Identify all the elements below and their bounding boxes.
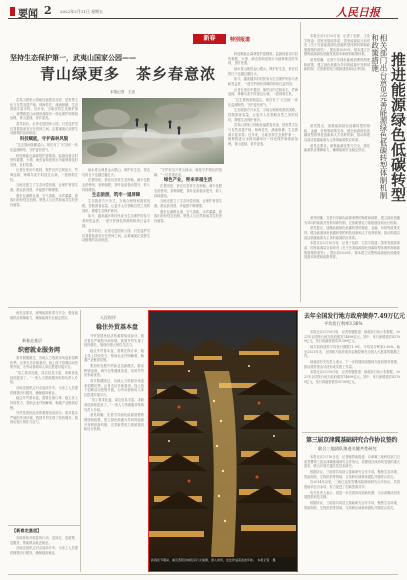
lead-paragraph: 科技赋能让森林管护更精准。监测设备实时回传数据，火情、病虫害和违规行为能够被及时发现、及时处置。 bbox=[10, 153, 78, 167]
commentary-paragraph: 要加快发展外贸新业态新模式，推动跨境电商、海外仓等健康发展，培育外贸竞争新优势。 bbox=[84, 363, 144, 378]
lead-paragraph: 漫步在溪畔步道，空气清新，水声潺潺，游客们纷纷驻足拍照，感受人与自然和谐共生的美好画卷。 bbox=[10, 193, 78, 207]
left-story-kicker: 新春走基层 bbox=[22, 338, 42, 343]
lead-paragraph: 绿水青山就是金山银山。保护好生态，茶农们的日子也越过越红火。 bbox=[82, 168, 150, 177]
lead-paragraph: “过去靠两条腿巡山，现在有了‘天空地’一体化监测网络，守护更有底气。” bbox=[228, 98, 298, 107]
section-name: 要闻 bbox=[18, 9, 38, 20]
lead-paragraph: 在茶园里，茶农们坚持生态种植，减少化肥农药使用，套种绿肥，茶叶品质稳步提升，收入持续增加。 bbox=[82, 178, 150, 192]
coop-paragraph: 根据协议，三地将共同设立基础研究合作专项，聚焦生态环境、智能制造、生物医药等领域，支持跨区域科研团队开展联合攻关。 bbox=[304, 469, 400, 479]
lead-byline: 本报记者 王崇 bbox=[110, 90, 136, 94]
footer-rule bbox=[8, 574, 398, 575]
coop-paragraph: 有关负责人表示，将进一步完善协同创新机制，为京津冀协同发展提供科技支撑。 bbox=[304, 490, 400, 500]
badge-subtitle: 特别报道 bbox=[230, 37, 251, 43]
vertical-divider bbox=[300, 22, 301, 302]
lead-paragraph: 当地还建立了生态补偿机制，让保护者得实惠，群众获得感、幸福感不断增强。 bbox=[154, 199, 222, 208]
right-paragraph: 意见明确，完善引导绿色能源消费的制度和政策，建立绿色低碳为导向的能源开发利用新机制，完善新型电力系统建设和运行机制。 bbox=[304, 58, 370, 72]
header-rule bbox=[8, 18, 398, 19]
lead-paragraph: 科技赋能让森林管护更精准。监测设备实时回传数据，火情、病虫害和违规行为能够被及时发现、及时处置。 bbox=[228, 52, 298, 66]
right-paragraph: 意见提出，加强能源绿色低碳转型的财政、金融、价格等政策支持，健全能源绿色低碳转型的科技创新和人才培养机制，推动构建以清洁低碳能源为主体的能源供应体系。 bbox=[304, 124, 370, 142]
lead-kicker: 坚持生态保护第一，武夷山国家公园—— bbox=[10, 53, 136, 62]
left-bottom-rule bbox=[8, 525, 80, 526]
stat-paragraph: 本报北京2月10日电 记者李婕报道：财政部日前公布数据，2021年全国发行地方政府债券74898亿元。其中，发行新增债券43709亿元，发行再融资债券31189亿元。 bbox=[304, 330, 400, 344]
lead-paragraph: 生态旅游方兴未艾，当地合理规划游览线路，控制游客容量，让更多人在领略自然之美的同时，增强生态保护意识。 bbox=[228, 108, 298, 122]
new-spring-badge bbox=[193, 34, 226, 44]
lead-subhead-ecotourism: 生态旅游，筑牢一道屏障 bbox=[91, 193, 141, 199]
lead-paragraph: 春节前后，记者走进国家公园，只见巡护员们背着装备穿行在密林之间，沿着溪流记录野生动植物的活动轨迹。 bbox=[10, 122, 78, 136]
left-story-title: 织密就业服务网 bbox=[18, 347, 61, 354]
lead-headline: 青山绿更多 茶乡春意浓 bbox=[40, 65, 217, 83]
lead-column-2 bbox=[82, 168, 150, 304]
coop-paragraph: 自2014年以来，三地已连续签署两届基础研究合作协议，共同资助项目百余项，有力促进了创新资源共享。 bbox=[304, 480, 400, 489]
bottom-note-paragraph: 各地还组织点对点返岗专车，为务工人员提供便捷出行服务，确保稳岗就业。 bbox=[10, 546, 78, 555]
right-story-text-bottom bbox=[304, 216, 400, 304]
lead-column-3 bbox=[154, 168, 222, 304]
lead-paragraph: 记者在采访中看到，保护区内古树参天，竹海连绵，珍稀鸟类不时掠过山林，一派勃勃生机。 bbox=[10, 168, 78, 182]
river-rocks-illustration bbox=[82, 98, 224, 164]
right-paragraph: 本报北京2月10日电 记者丁怡婷、王浩宇报道：国家发展改革委、国家能源局日前印发《关于完善能源绿色低碳转型体制机制和政策措施的意见》，提出到2030年，基本建立完整的能源绿色低碳发展基本制度和政策体系。 bbox=[304, 34, 370, 57]
lead-paragraph: 记者在采访中看到，保护区内古树参天，竹海连绵，珍稀鸟类不时掠过山林，一派勃勃生机。 bbox=[228, 87, 298, 97]
lead-subhead-industry: 绿色产业，带来幸福生活 bbox=[163, 178, 213, 184]
stat-story-text bbox=[304, 330, 400, 430]
left-paragraph: 各地还组织点对点返岗专车，为务工人员提供便捷出行服务，确保稳岗就业。 bbox=[10, 385, 78, 395]
lead-bottom-rule bbox=[8, 307, 398, 308]
lead-column-4 bbox=[228, 52, 298, 304]
commentary-kicker: 人民时评 bbox=[100, 315, 116, 320]
commentary-paragraph: 外贸是国民经济的重要组成部分。面对复杂严峻的外部环境，我国外贸实现了较快增长，展现出强大韧性与活力。 bbox=[84, 334, 144, 348]
left-top-note bbox=[10, 311, 78, 337]
bottom-note-text bbox=[10, 536, 78, 572]
coop-story-subtitle: 联合三地团队推进关键共性研究 bbox=[318, 446, 377, 451]
lead-paragraph: 生态旅游方兴未艾，当地合理规划游览线路，控制游客容量，让更多人在领略自然之美的同时，增强生态保护意识。 bbox=[82, 199, 150, 213]
right-story-text-mid bbox=[304, 124, 370, 214]
lead-column-1 bbox=[10, 98, 78, 304]
page-number: 2 bbox=[44, 4, 52, 17]
newspaper-brand: 人民日报 bbox=[336, 6, 380, 19]
stat-story-title: 去年全国发行地方政府债券7.49万亿元 bbox=[304, 313, 405, 320]
photo-frame bbox=[148, 310, 298, 572]
lead-paragraph: 武夷山国家公园地处福建省北部，是世界文化与自然双遗产地，林海苍茫，溪流纵横，生态资源丰富多样。近年来，当地坚持生态保护第一，统筹推进山水林田湖草沙一体化保护和系统治理，青山更绿，茶乡更美。 bbox=[10, 98, 78, 121]
lead-paragraph: 武夷山国家公园地处福建省北部，是世界文化与自然双遗产地，林海苍茫，溪流纵横，生态资源丰富多样。近年来，当地坚持生态保护第一，统筹推进山水林田湖草沙一体化保护和系统治理，青山更绿，茶乡更美。 bbox=[228, 123, 298, 146]
stat-bottom-rule bbox=[302, 432, 398, 433]
commentary-text bbox=[84, 334, 144, 572]
bottom-note-paragraph: 各地持续开展春风行动，送岗位、送政策、送服务，帮助群众就近就业。 bbox=[10, 536, 78, 545]
right-story-text-top bbox=[304, 34, 370, 122]
coop-paragraph: 根据协议，三地将共同设立基础研究合作专项，聚焦生态环境、智能制造、生物医药等领域，支持跨区域科研团队开展联合攻关。 bbox=[304, 501, 400, 510]
left-paragraph: “用工需求旺盛，岗位信息丰富，求职者选择面更宽了。”一家人力资源服务机构负责人介绍。 bbox=[10, 370, 78, 385]
coop-paragraph: 本报北京2月10日电 记者喻思南报道：京津冀三地科技部门日前签署第三届京津冀基础研究合作协议，将围绕区域协同发展的重大需求，联合开展关键共性技术研究。 bbox=[304, 455, 400, 469]
right-paragraph: 意见明确，完善引导绿色能源消费的制度和政策，建立绿色低碳为导向的能源开发利用新机制，完善新型电力系统建设和运行机制。 bbox=[304, 216, 400, 225]
commentary-divider bbox=[80, 310, 81, 572]
coop-story-text bbox=[304, 455, 400, 572]
right-paragraph: 意见提出，加强能源绿色低碳转型的财政、金融、价格等政策支持，健全能源绿色低碳转型的科技创新和人才培养机制，推动构建以清洁低碳能源为主体的能源供应体系。 bbox=[304, 226, 400, 240]
commentary-title: 稳住外贸基本盘 bbox=[96, 324, 139, 331]
stat-paragraph: 财政部有关负责人表示，下一步将继续加强地方政府债务管理，推动债券资金尽快形成实物工作量。 bbox=[304, 359, 400, 369]
stat-story-subtitle: 平均发行利率3.36% bbox=[324, 321, 363, 326]
left-paragraph: 稳住外贸基本盘，需要在保订单、稳主体上持续发力，帮助企业纾困解难，畅通产业链供应链。 bbox=[10, 396, 78, 410]
lead-paragraph: 如今，越来越多的村民成为生态保护的参与者和受益者，一道守护绿色屏障的防线日益牢固。 bbox=[228, 77, 298, 86]
lead-paragraph: 如今，越来越多的村民成为生态保护的参与者和受益者，一道守护绿色屏障的防线日益牢固。 bbox=[82, 214, 150, 228]
lead-paragraph: 在茶园里，茶农们坚持生态种植，减少化肥农药使用，套种绿肥，茶叶品质稳步提升，收入持续增加。 bbox=[154, 184, 222, 198]
photo-caption: 新春佳节期间，重庆酉阳县城夜景灯火璀璨，游人如织，处处洋溢着浓浓年味。 本报记者 摄 bbox=[151, 558, 276, 562]
lead-paragraph: 绿水青山就是金山银山。保护好生态，茶农们的日子也越过越红火。 bbox=[228, 66, 298, 76]
stat-paragraph: 地方政府债券平均发行期限11.9年，平均发行利率3.36%。截至2021年末，全国地方政府债务余额控制在全国人大批准的限额之内。 bbox=[304, 344, 400, 359]
lead-paragraph: “守护好这片青山绿水，就是守护我们的饭碗。”一位老茶农说。 bbox=[154, 168, 222, 177]
badge-text: 新春 bbox=[203, 35, 216, 42]
issue-date: 2022年2月11日 星期五 bbox=[60, 9, 104, 14]
coop-story-title: 第三届京津冀基础研究合作协议签约 bbox=[306, 437, 398, 444]
left-paragraph: 春节假期刚过，各地人力资源市场迎来招聘旺季。记者走访多地看到，线上线下招聘活动密集开展，为劳动者和用人单位搭建对接平台。 bbox=[10, 356, 78, 370]
masthead-red-mark bbox=[10, 7, 15, 16]
bottom-note-title: 【新春走基层】 bbox=[12, 528, 42, 533]
right-vertical-kicker: 相关部门出台意见完善能源绿色低碳转型体制机制和政策措施 bbox=[370, 34, 388, 199]
lead-paragraph: 漫步在溪畔步道，空气清新，水声潺潺，游客们纷纷驻足拍照，感受人与自然和谐共生的美好画卷。 bbox=[154, 209, 222, 223]
left-note-paragraph: 意见还要求，统筹能源转型与安全，强化能源供应保障能力，确保能源安全稳定供应。 bbox=[10, 311, 78, 320]
lead-paragraph: 春节前后，记者走进国家公园，只见巡护员们背着装备穿行在密林之间，沿着溪流记录野生动植物的活动轨迹。 bbox=[82, 229, 150, 243]
stat-paragraph: 本报北京2月10日电 记者李婕报道：财政部日前公布数据，2021年全国发行地方政府债券74898亿元。其中，发行新增债券43709亿元，发行再融资债券31189亿元。 bbox=[304, 370, 400, 384]
right-vertical-headline: 推进能源绿色低碳转型 bbox=[389, 52, 407, 202]
right-paragraph: 意见还要求，统筹能源转型与安全，强化能源供应保障能力，确保能源安全稳定供应。 bbox=[304, 143, 370, 153]
night-town-photo bbox=[149, 311, 296, 557]
commentary-paragraph: 稳住外贸基本盘，需要在保订单、稳主体上持续发力，帮助企业纾困解难，畅通产业链供应链。 bbox=[84, 348, 144, 363]
lead-paragraph: “过去靠两条腿巡山，现在有了‘天空地’一体化监测网络，守护更有底气。” bbox=[10, 143, 78, 152]
lead-paragraph: 当地还建立了生态补偿机制，让保护者得实惠，群众获得感、幸福感不断增强。 bbox=[10, 183, 78, 193]
left-story-text bbox=[10, 356, 78, 522]
lead-photo-river-valley bbox=[82, 98, 224, 164]
left-paragraph: 外贸是国民经济的重要组成部分。面对复杂严峻的外部环境，我国外贸实现了较快增长，展现出强大韧性与活力。 bbox=[10, 411, 78, 425]
commentary-paragraph: 意见明确，完善引导绿色能源消费的制度和政策，建立绿色低碳为导向的能源开发利用新机制，完善新型电力系统建设和运行机制。 bbox=[84, 413, 144, 432]
commentary-paragraph: 春节假期刚过，各地人力资源市场迎来招聘旺季。记者走访多地看到，线上线下招聘活动密集开展，为劳动者和用人单位搭建对接平台。 bbox=[84, 378, 144, 397]
right-paragraph: 本报北京2月10日电 记者丁怡婷、王浩宇报道：国家发展改革委、国家能源局日前印发《关于完善能源绿色低碳转型体制机制和政策措施的意见》，提出到2030年，基本建立完整的能源绿色低碳发展基本制度和政策体系。 bbox=[304, 241, 400, 260]
lead-subhead-tech: 科技赋能，守护森林风貌 bbox=[19, 137, 69, 143]
commentary-paragraph: “用工需求旺盛，岗位信息丰富，求职者选择面更宽了。”一家人力资源服务机构负责人介绍。 bbox=[84, 398, 144, 412]
